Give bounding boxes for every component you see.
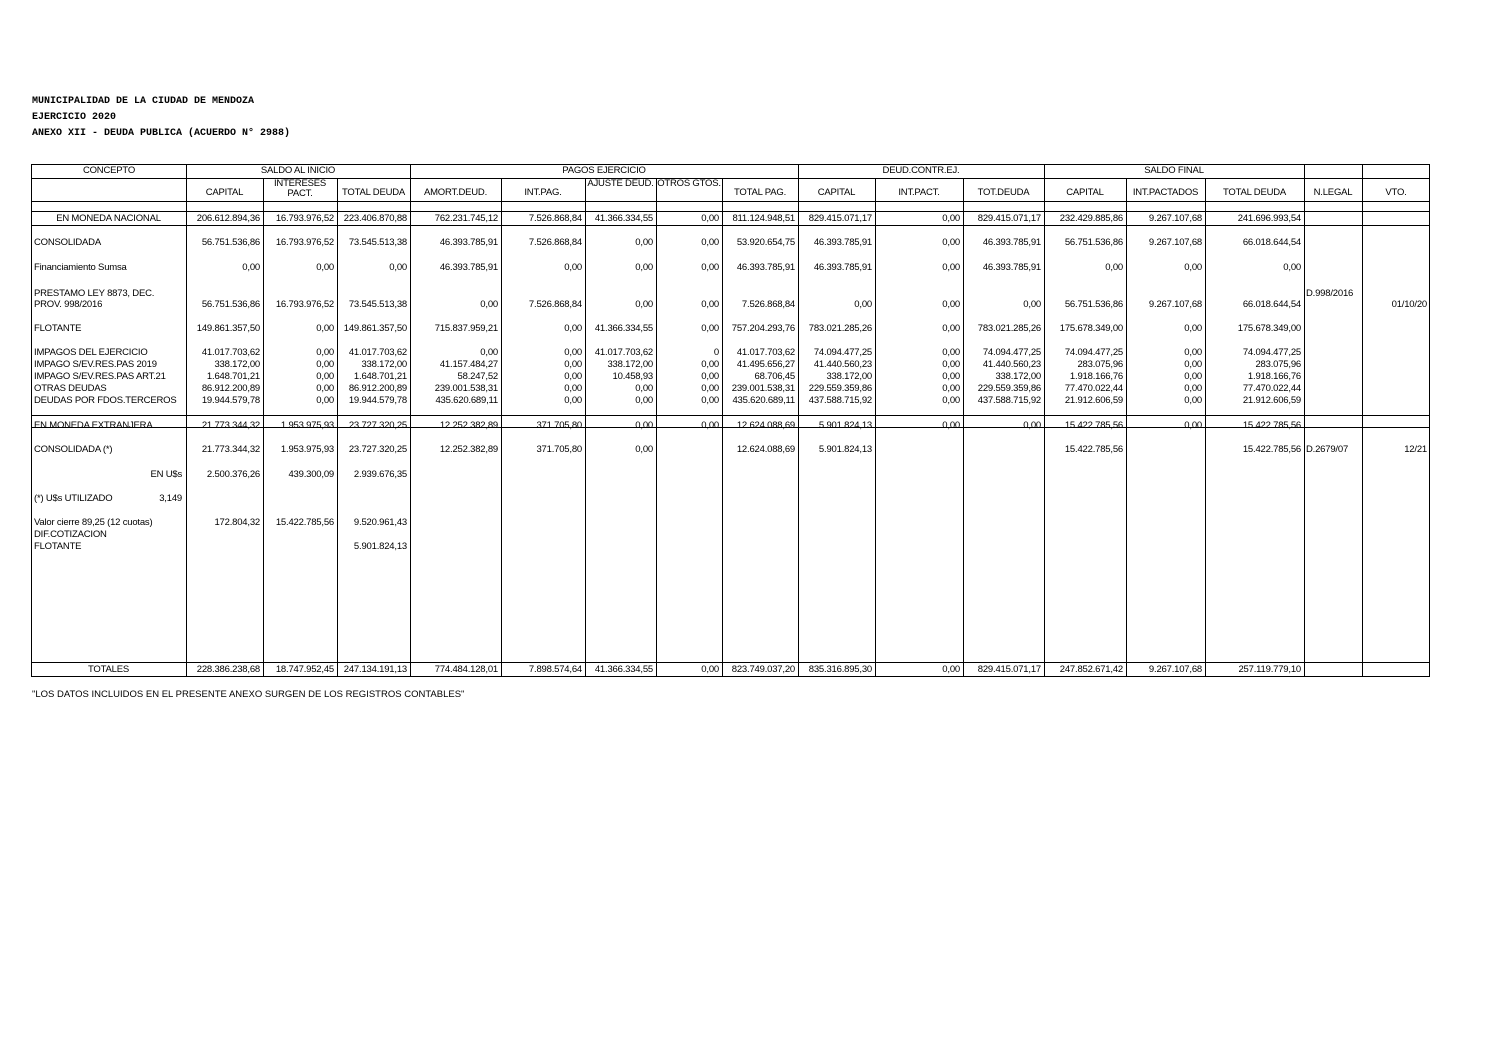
debt-table (31, 164, 1430, 677)
cell-value: 0,00 (942, 299, 960, 310)
cell-value: 18.747.952,45 (275, 664, 334, 675)
cell-value: 0,00 (701, 664, 719, 675)
cell-value: 0 (713, 347, 719, 358)
column-header-9: INT.PACT. (898, 187, 940, 198)
cell-value: 149.861.357,50 (196, 323, 260, 334)
cell-value: 435.620.689,11 (435, 395, 498, 406)
column-header-8: CAPITAL (817, 187, 856, 198)
cell-value: 9.267.107,68 (1148, 664, 1202, 675)
cell-value: 371.705,80 (536, 420, 582, 431)
row-label: CONSOLIDADA (34, 237, 101, 248)
column-header-2: TOTAL DEUDA (341, 187, 406, 198)
cell-value: 0,00 (564, 323, 582, 334)
cell-value: 15.422.785,56 (1242, 420, 1301, 431)
cell-value: 0,00 (942, 323, 960, 334)
cell-value: 0,00 (480, 347, 498, 358)
cell-value: 46.393.785,91 (982, 262, 1041, 273)
cell-value: 0,00 (701, 237, 719, 248)
column-header-14: N.LEGAL (1313, 187, 1353, 198)
cell-value: 439.300,09 (288, 469, 334, 480)
column-header-12: INT.PACTADOS (1132, 187, 1199, 198)
cell-value: 172.804,32 (214, 517, 260, 528)
cell-value: 21.773.344,32 (201, 444, 260, 455)
cell-value: 774.484.128,01 (434, 664, 498, 675)
column-divider (186, 165, 187, 178)
cell-value: 41.157.484,27 (439, 359, 498, 370)
cell-value: 1.918.166,76 (1069, 371, 1123, 382)
column-divider (875, 178, 876, 677)
cell-value: 239.001.538,31 (731, 383, 795, 394)
cell-value: 823.749.037,20 (731, 664, 795, 675)
cell-value: 0,00 (564, 395, 582, 406)
cell-value: 783.021.285,26 (977, 323, 1041, 334)
section-divider (32, 225, 1429, 226)
column-divider (337, 178, 338, 677)
cell-value: 0,00 (942, 383, 960, 394)
row-label: CONSOLIDADA (*) (34, 444, 113, 455)
cell-value: 16.793.976,52 (275, 237, 334, 248)
cell-value: 10.458,93 (612, 371, 653, 382)
cell-value: 5.901.824,13 (353, 541, 407, 552)
column-divider (1044, 165, 1045, 178)
cell-value: 0,00 (1023, 299, 1041, 310)
cell-value: 74.094.477,25 (1242, 347, 1301, 358)
cell-value: 0,00 (316, 395, 334, 406)
cell-value: 46.393.785,91 (982, 237, 1041, 248)
cell-value: 0,00 (701, 262, 719, 273)
cell-value: 21.912.606,59 (1064, 395, 1123, 406)
cell-value: 811.124.948,51 (732, 213, 795, 224)
cell-value: 41.017.703,62 (736, 347, 795, 358)
cell-value: 15.422.785,56 (275, 517, 334, 528)
cell-value: 0,00 (701, 323, 719, 334)
cell-value: 0,00 (942, 420, 960, 431)
cell-value: 0,00 (1105, 262, 1123, 273)
cell-value: 0,00 (316, 262, 334, 273)
cell-value: 9.267.107,68 (1148, 213, 1202, 224)
cell-value: 74.094.477,25 (982, 347, 1041, 358)
column-header-4: INT.PAG. (524, 187, 562, 198)
cell-value: 0,00 (635, 262, 653, 273)
cell-value: 15.422.785,56 (1242, 444, 1301, 455)
cell-value: 15.422.785,56 (1064, 444, 1123, 455)
cell-value: 0,00 (942, 262, 960, 273)
column-header-10: TOT.DEUDA (977, 187, 1030, 198)
cell-value: 68.706,45 (754, 371, 795, 382)
cell-value: 223.406.870,88 (343, 213, 407, 224)
row-label: Valor cierre 89,25 (12 cuotas) (34, 517, 153, 528)
cell-value: 0,00 (635, 420, 653, 431)
row-label: DIF.COTIZACION (34, 529, 107, 540)
cell-value: 0,00 (701, 359, 719, 370)
footer-note: "LOS DATOS INCLUIDOS EN EL PRESENTE ANEXO SURGEN DE LOS REGISTROS CONTABLES" (32, 689, 465, 700)
cell-value: 15.422.785,56 (1064, 420, 1123, 431)
column-header-5: AJUSTE DEUD. (587, 178, 654, 189)
cell-value: 229.559.359,86 (808, 383, 872, 394)
cell-value: 01/10/20 (1391, 299, 1427, 310)
cell-value: 437.588.715,92 (977, 395, 1041, 406)
cell-value: 12.624.088,69 (736, 420, 795, 431)
cell-value: 1.918.166,76 (1247, 371, 1301, 382)
cell-value: 2.939.676,35 (353, 469, 407, 480)
cell-value: 338.172,00 (607, 359, 653, 370)
column-divider (410, 178, 411, 677)
cell-value: 1.953.975,93 (280, 444, 334, 455)
cell-value: 56.751.536,86 (201, 299, 260, 310)
cell-value: 829.415.071,17 (977, 664, 1041, 675)
cell-value: 762.231.745,12 (434, 213, 498, 224)
header-municipality: MUNICIPALIDAD DE LA CIUDAD DE MENDOZA (32, 96, 255, 107)
cell-value: 41.495.656,27 (736, 359, 795, 370)
cell-value: 0,00 (316, 359, 334, 370)
cell-value: 7.526.868,84 (528, 213, 582, 224)
cell-value: 41.017.703,62 (348, 347, 407, 358)
cell-value: 0,00 (942, 237, 960, 248)
cell-value: 77.470.022,44 (1242, 383, 1301, 394)
cell-value: 12.252.382,89 (439, 420, 498, 431)
cell-value: 0,00 (1023, 420, 1041, 431)
cell-value: 0,00 (701, 383, 719, 394)
column-header-7: TOTAL PAG. (733, 187, 787, 198)
column-divider (1304, 165, 1305, 178)
column-header-6: OTROS GTOS. (657, 178, 721, 189)
cell-value: 7.898.574,64 (528, 664, 582, 675)
row-label: DEUDAS POR FDOS.TERCEROS (34, 395, 177, 406)
group-header-0: CONCEPTO (82, 165, 136, 176)
cell-value: 7.526.868,84 (528, 299, 582, 310)
cell-value: 0,00 (1184, 323, 1202, 334)
cell-value: 239.001.538,31 (434, 383, 498, 394)
group-header-3: DEUD.CONTR.EJ. (882, 165, 960, 176)
column-divider (263, 178, 264, 677)
column-divider (656, 178, 657, 677)
cell-value: 835.316.895,30 (808, 664, 872, 675)
cell-value: 0,00 (316, 371, 334, 382)
cell-value: 241.696.993,54 (1237, 213, 1301, 224)
cell-value: 21.773.344,32 (201, 420, 260, 431)
cell-value: 41.366.334,55 (594, 323, 653, 334)
cell-value: 757.204.293,76 (731, 323, 795, 334)
cell-value: D.998/2016 (1306, 288, 1354, 299)
cell-value: 783.021.285,26 (808, 323, 872, 334)
cell-value: 0,00 (242, 262, 260, 273)
cell-value: 0,00 (564, 262, 582, 273)
cell-value: 175.678.349,00 (1059, 323, 1123, 334)
header-annex-title: ANEXO XII - DEUDA PUBLICA (ACUERDO N° 2988) (32, 128, 291, 139)
cell-value: 46.393.785,91 (736, 262, 795, 273)
cell-value: 5.901.824,13 (818, 420, 872, 431)
cell-value: 0,00 (942, 371, 960, 382)
cell-value: 0,00 (701, 213, 719, 224)
cell-value: 437.588.715,92 (808, 395, 872, 406)
cell-value: 9.267.107,68 (1148, 299, 1202, 310)
cell-value: 9.267.107,68 (1148, 237, 1202, 248)
header-divider (32, 201, 1429, 202)
group-header-2: PAGOS EJERCICIO (562, 165, 646, 176)
cell-value: 21.912.606,59 (1242, 395, 1301, 406)
cell-value: 0,00 (701, 371, 719, 382)
cell-value: 19.944.579,78 (201, 395, 260, 406)
cell-value: 338.172,00 (361, 359, 407, 370)
cell-value: 1.648.701,21 (206, 371, 260, 382)
column-divider (798, 178, 799, 677)
cell-value: 338.172,00 (214, 359, 260, 370)
column-divider (186, 178, 187, 677)
cell-value: 46.393.785,91 (439, 262, 498, 273)
cell-value: 0,00 (1184, 347, 1202, 358)
cell-value: 247.852.671,42 (1059, 664, 1123, 675)
cell-value: 12.252.382,89 (439, 444, 498, 455)
cell-value: 7.526.868,84 (528, 237, 582, 248)
cell-value: 0,00 (635, 237, 653, 248)
column-header-1: INTERESES PACT. (273, 178, 327, 199)
cell-value: 0,00 (701, 299, 719, 310)
cell-value: 9.520.961,43 (353, 517, 407, 528)
cell-value: 23.727.320,25 (348, 444, 407, 455)
cell-value: 0,00 (635, 395, 653, 406)
cell-value: 0,00 (389, 262, 407, 273)
cell-value: 0,00 (564, 383, 582, 394)
cell-value: 16.793.976,52 (275, 299, 334, 310)
column-header-15: VTO. (1385, 187, 1407, 198)
row-label: IMPAGO S/EV.RES.PAS 2019 (34, 359, 157, 370)
cell-value: 0,00 (854, 299, 872, 310)
group-header-1: SALDO AL INICIO (260, 165, 336, 176)
cell-value: 829.415.071,17 (808, 213, 872, 224)
cell-value: 257.119.779,10 (1238, 664, 1301, 675)
section-divider (32, 662, 1429, 663)
cell-value: 1.953.975,93 (280, 420, 334, 431)
cell-value: 46.393.785,91 (813, 237, 872, 248)
document-header (32, 94, 290, 142)
row-label: IMPAGOS DEL EJERCICIO (34, 347, 148, 358)
header-fiscal-year: EJERCICIO 2020 (32, 112, 117, 123)
column-divider (501, 178, 502, 677)
cell-value: 229.559.359,86 (977, 383, 1041, 394)
cell-value: 283.075,96 (1077, 359, 1123, 370)
cell-value: 56.751.536,86 (1064, 299, 1123, 310)
cell-value: 338.172,00 (826, 371, 872, 382)
cell-value: 86.912.200,89 (201, 383, 260, 394)
cell-value: 73.545.513,38 (348, 299, 407, 310)
cell-value: 0,00 (1283, 262, 1301, 273)
row-label: PRESTAMO LEY 8873, DEC. (34, 288, 155, 299)
column-divider (585, 178, 586, 677)
row-label: EN MONEDA EXTRANJERA (34, 420, 153, 431)
cell-value: 46.393.785,91 (439, 237, 498, 248)
cell-value: 0,00 (1184, 383, 1202, 394)
cell-value: 77.470.022,44 (1064, 383, 1123, 394)
cell-value: 0,00 (942, 213, 960, 224)
cell-value: 0,00 (635, 444, 653, 455)
cell-value: 0,00 (316, 323, 334, 334)
column-divider (410, 165, 411, 178)
column-divider (1205, 178, 1206, 677)
column-divider (1044, 178, 1045, 677)
cell-value: 0,00 (701, 395, 719, 406)
cell-value: 0,00 (1184, 395, 1202, 406)
cell-value: D.2679/07 (1306, 444, 1349, 455)
group-header-4: SALDO FINAL (1144, 165, 1204, 176)
cell-value: 2.500.376,26 (206, 469, 260, 480)
cell-value: 0,00 (564, 359, 582, 370)
cell-value: 46.393.785,91 (813, 262, 872, 273)
column-divider (1126, 178, 1127, 677)
column-divider (963, 178, 964, 677)
cell-value: 0,00 (942, 664, 960, 675)
cell-value: 41.017.703,62 (201, 347, 260, 358)
cell-value: 0,00 (1184, 420, 1202, 431)
column-divider (798, 165, 799, 178)
cell-value: 338.172,00 (995, 371, 1041, 382)
column-header-13: TOTAL DEUDA (1222, 187, 1287, 198)
column-divider (722, 178, 723, 677)
cell-value: 829.415.071,17 (977, 213, 1041, 224)
cell-value: 715.837.959,21 (434, 323, 498, 334)
cell-value: 56.751.536,86 (201, 237, 260, 248)
cell-value: 247.134.191,13 (343, 664, 407, 675)
cell-value: 12.624.088,69 (736, 444, 795, 455)
cell-value: 56.751.536,86 (1064, 237, 1123, 248)
row-label: FLOTANTE (34, 323, 82, 334)
row-label: FLOTANTE (34, 541, 82, 552)
cell-value: 19.944.579,78 (348, 395, 407, 406)
row-label: (*) U$s UTILIZADO (34, 493, 113, 504)
cell-value: 149.861.357,50 (343, 323, 407, 334)
cell-value: 228.386.238,68 (196, 664, 260, 675)
cell-value: 283.075,96 (1255, 359, 1301, 370)
column-header-0: CAPITAL (205, 187, 244, 198)
cell-value: 66.018.644,54 (1242, 299, 1301, 310)
section-divider (32, 415, 1429, 416)
row-label: PROV. 998/2016 (34, 299, 103, 310)
cell-value: 1.648.701,21 (353, 371, 407, 382)
cell-value: 86.912.200,89 (348, 383, 407, 394)
header-divider (32, 211, 1429, 212)
cell-value: 41.366.334,55 (594, 664, 653, 675)
cell-value: 0,00 (1184, 359, 1202, 370)
cell-value: 371.705,80 (536, 444, 582, 455)
cell-value: 66.018.644,54 (1242, 237, 1301, 248)
cell-value: 41.440.560,23 (982, 359, 1041, 370)
cell-value: 0,00 (942, 347, 960, 358)
group-header-divider (32, 178, 1429, 179)
column-divider (1362, 165, 1363, 677)
row-label: TOTALES (87, 664, 129, 675)
column-divider (1362, 165, 1363, 178)
cell-value: 41.366.334,55 (594, 213, 653, 224)
cell-value: 41.017.703,62 (594, 347, 653, 358)
cell-value: 232.429.885,86 (1059, 213, 1123, 224)
row-label: EN U$s (150, 469, 182, 480)
row-label: IMPAGO S/EV.RES.PAS ART.21 (34, 371, 166, 382)
cell-value: 53.920.654,75 (736, 237, 795, 248)
cell-value: 0,00 (942, 395, 960, 406)
cell-value: 0,00 (480, 299, 498, 310)
cell-value: 7.526.868,84 (741, 299, 795, 310)
cell-value: 12/21 (1404, 444, 1427, 455)
cell-value: 74.094.477,25 (1064, 347, 1123, 358)
cell-value: 74.094.477,25 (813, 347, 872, 358)
cell-value: 23.727.320,25 (348, 420, 407, 431)
cell-value: 175.678.349,00 (1237, 323, 1301, 334)
cell-value: 0,00 (942, 359, 960, 370)
row-label: EN MONEDA NACIONAL (56, 213, 161, 224)
column-divider (1304, 165, 1305, 677)
row-label: Financiamiento Sumsa (34, 262, 127, 273)
cell-value: 0,00 (564, 371, 582, 382)
cell-value: 73.545.513,38 (348, 237, 407, 248)
cell-value: 0,00 (635, 383, 653, 394)
cell-value: 206.612.894,36 (196, 213, 260, 224)
cell-value: 0,00 (635, 299, 653, 310)
row-label: OTRAS DEUDAS (34, 383, 107, 394)
cell-value: 16.793.976,52 (275, 213, 334, 224)
cell-value: 0,00 (564, 347, 582, 358)
cell-value: 5.901.824,13 (818, 444, 872, 455)
exchange-rate-value: 3,149 (159, 493, 182, 504)
cell-value: 41.440.560,23 (813, 359, 872, 370)
cell-value: 435.620.689,11 (732, 395, 795, 406)
column-header-3: AMORT.DEUD. (423, 187, 488, 198)
cell-value: 0,00 (316, 347, 334, 358)
cell-value: 0,00 (316, 383, 334, 394)
cell-value: 0,00 (1184, 262, 1202, 273)
cell-value: 0,00 (701, 420, 719, 431)
cell-value: 0,00 (1184, 371, 1202, 382)
cell-value: 58.247,52 (457, 371, 498, 382)
column-header-11: CAPITAL (1066, 187, 1104, 198)
